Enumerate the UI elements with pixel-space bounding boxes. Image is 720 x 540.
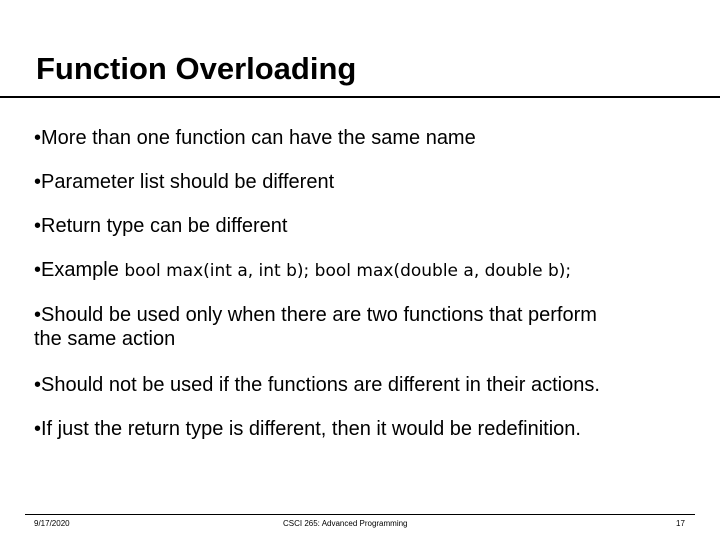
bullet-text: •If just the return type is different, then it would be redefinition.: [34, 418, 581, 440]
page-number: 17: [676, 519, 685, 528]
list-item: [34, 303, 694, 351]
list-item: [34, 126, 694, 150]
bullet-text-line: •Should be used only when there are two functions that perform: [34, 304, 597, 326]
bullet-text: •Parameter list should be different: [34, 171, 335, 193]
bullet-list: [34, 126, 694, 461]
bullet-text: •Should not be used if the functions are different in their actions.: [34, 374, 600, 396]
footer-date: 9/17/2020: [34, 519, 70, 528]
bullet-text-line: the same action: [34, 328, 176, 350]
list-item: [34, 373, 694, 397]
title-divider: [0, 96, 720, 98]
bullet-text: •Return type can be different: [34, 215, 288, 237]
list-item: [34, 214, 694, 238]
bullet-label: •Example: [34, 259, 125, 281]
list-item: [34, 417, 694, 441]
footer-divider: [25, 514, 695, 515]
list-item: [34, 258, 694, 283]
code-example: bool max(int a, int b); bool max(double a, double b);: [124, 261, 572, 281]
list-item: [34, 170, 694, 194]
footer-course-title: CSCI 265: Advanced Programming: [283, 519, 408, 528]
slide-title: Function Overloading: [36, 51, 357, 86]
bullet-text: •More than one function can have the same name: [34, 127, 476, 149]
